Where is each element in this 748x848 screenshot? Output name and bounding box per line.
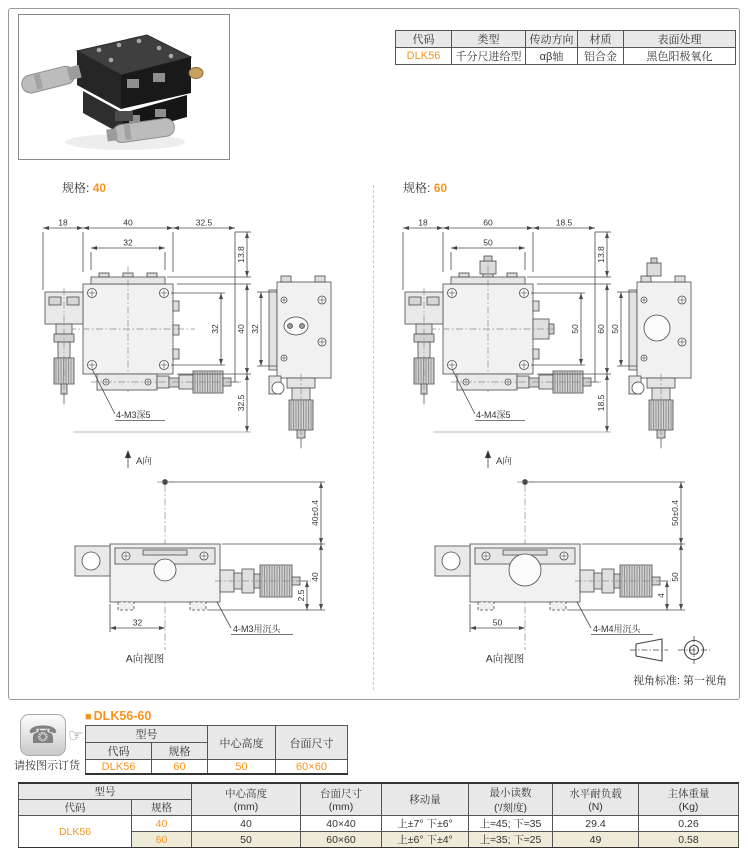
view-standard xyxy=(622,636,738,688)
phone-caption: 请按图示订货 xyxy=(14,760,80,772)
info-value-code: DLK56 xyxy=(396,48,452,65)
info-table xyxy=(395,30,736,65)
order-example-model: DLK56-60 xyxy=(93,709,152,723)
spec-header-height xyxy=(192,783,301,816)
spec-weight-cell: 0.26 xyxy=(639,816,739,832)
technical-drawing-40 xyxy=(25,200,365,680)
dimension-label: 13.8 xyxy=(236,246,246,263)
product-photo xyxy=(19,15,227,157)
spec-row-40 xyxy=(19,816,739,832)
dimension-label: 18.5 xyxy=(596,394,606,412)
info-header-material: 材质 xyxy=(578,31,624,48)
spec-load-cell: 49 xyxy=(553,832,639,848)
thread-callout: 4-M3深5 xyxy=(116,410,151,420)
spec-height-cell: 50 xyxy=(192,832,301,848)
info-value-drive: αβ轴 xyxy=(526,48,578,65)
spec-surface-cell: 60×60 xyxy=(301,832,382,848)
order-value-code: DLK56 xyxy=(86,760,152,775)
dimension-label: 18 xyxy=(418,217,428,228)
order-header-code: 代码 xyxy=(86,743,152,760)
dimension-label: 40 xyxy=(236,324,246,334)
spec-header-size: 规格 xyxy=(132,800,192,816)
spec-header-load-unit: (N) xyxy=(588,801,603,813)
order-header-size: 规格 xyxy=(152,743,208,760)
info-header-type: 类型 xyxy=(452,31,526,48)
dimension-label: 32 xyxy=(123,237,133,248)
order-header-model: 型号 xyxy=(86,726,208,743)
spec-travel-cell: 上±7° 下±6° xyxy=(382,816,469,832)
dimension-label: 50 xyxy=(570,324,580,334)
dimension-label: 50 xyxy=(483,237,493,248)
phone-order-button xyxy=(20,714,66,756)
info-value-material: 铝合金 xyxy=(578,48,624,65)
order-header-height: 中心高度 xyxy=(208,726,276,760)
technical-drawing-60 xyxy=(385,200,725,680)
spec-header-load xyxy=(553,783,639,816)
dimension-label: 50 xyxy=(610,324,620,334)
counterbore-callout: 4-M3用沉头 xyxy=(233,624,281,634)
spec-header-travel: 移动量 xyxy=(382,783,469,816)
spec-surface-cell: 40×40 xyxy=(301,816,382,832)
view-a-caption: A向视图 xyxy=(125,653,165,665)
dimension-label: 18.5 xyxy=(555,217,573,228)
spec-label-value: 40 xyxy=(92,181,107,195)
spec-header-height-unit: (mm) xyxy=(233,801,259,813)
spec-height-cell: 40 xyxy=(192,816,301,832)
section-divider xyxy=(373,185,374,690)
spec-header-load-label: 水平耐负载 xyxy=(569,788,622,800)
order-value-size: 60 xyxy=(152,760,208,775)
order-example-title xyxy=(85,709,151,723)
spec-header-height-label: 中心高度 xyxy=(225,788,267,800)
spec-reading-cell: 上≈45; 下≈35 xyxy=(469,816,553,832)
spec-header-reading-label: 最小读数 xyxy=(489,786,532,799)
spec-header-surface-label: 台面尺寸 xyxy=(320,788,362,800)
phone-icon: ☎ xyxy=(28,721,58,749)
side-view xyxy=(250,276,331,450)
info-header-drive: 传动方向 xyxy=(526,31,578,48)
info-header-code: 代码 xyxy=(396,31,452,48)
micrometer-upper xyxy=(20,63,83,95)
dimension-label: 13.8 xyxy=(596,246,606,263)
spec-code-cell: DLK56 xyxy=(19,816,132,848)
spec-header-weight xyxy=(639,783,739,816)
info-header-finish: 表面处理 xyxy=(624,31,736,48)
spec-label-text: 规格: xyxy=(62,181,90,195)
spec-header-model: 型号 xyxy=(19,783,192,800)
spec-size-cell: 60 xyxy=(132,832,192,848)
dimension-label: 32 xyxy=(210,324,220,334)
spec-header-code: 代码 xyxy=(19,800,132,816)
spec-size-cell: 40 xyxy=(132,816,192,832)
first-angle-icon xyxy=(628,636,732,666)
spec-label-text: 规格: xyxy=(403,181,431,195)
view-a-caption: A向视图 xyxy=(485,653,525,665)
dimension-label: 60 xyxy=(596,324,606,334)
spec-header-weight-label: 主体重量 xyxy=(667,788,710,800)
spec-header-reading-unit: ('/刻度) xyxy=(494,801,527,814)
side-view xyxy=(610,258,691,450)
dimension-label: 40 xyxy=(310,572,320,582)
dimension-label: 50 xyxy=(492,617,503,628)
view-arrow-label: A向 xyxy=(496,456,512,467)
spec-label-60 xyxy=(403,179,447,196)
spec-load-cell: 29.4 xyxy=(553,816,639,832)
spec-travel-cell: 上±6° 下±4° xyxy=(382,832,469,848)
spec-header-surface-unit: (mm) xyxy=(328,801,354,813)
spec-header-reading xyxy=(469,783,553,816)
counterbore-callout: 4-M4用沉头 xyxy=(593,624,641,634)
view-a xyxy=(75,480,325,666)
dimension-label: 50 xyxy=(670,572,680,582)
dimension-label: 50±0.4 xyxy=(670,500,680,526)
order-value-height: 50 xyxy=(208,760,276,775)
pointing-finger-icon: ☞ xyxy=(68,726,84,745)
front-view xyxy=(403,218,611,469)
spec-header-weight-unit: (Kg) xyxy=(678,801,699,813)
dimension-label: 18 xyxy=(58,217,68,228)
view-arrow-label: A向 xyxy=(136,456,152,467)
order-example-table xyxy=(85,725,348,775)
dimension-label: 32.5 xyxy=(236,394,246,412)
dimension-label: 60 xyxy=(483,217,493,228)
thread-callout: 4-M4深5 xyxy=(476,410,511,420)
dimension-label: 4 xyxy=(656,593,666,598)
view-standard-text: 视角标准: 第一视角 xyxy=(632,675,728,687)
dimension-label: 32.5 xyxy=(195,217,213,228)
spec-reading-cell: 上≈35; 下≈25 xyxy=(469,832,553,848)
square-bullet-icon: ■ xyxy=(85,711,92,723)
info-value-finish: 黑色阳极氧化 xyxy=(624,48,736,65)
spec-label-40 xyxy=(62,179,106,196)
dimension-label: 2.5 xyxy=(296,589,306,602)
info-value-type: 千分尺进给型 xyxy=(452,48,526,65)
dimension-label: 40 xyxy=(123,217,133,228)
spec-table xyxy=(18,782,739,848)
dimension-label: 32 xyxy=(250,324,260,334)
order-header-surface: 台面尺寸 xyxy=(276,726,348,760)
spec-header-surface xyxy=(301,783,382,816)
dimension-label: 40±0.4 xyxy=(310,500,320,526)
front-view xyxy=(43,218,251,469)
spec-weight-cell: 0.58 xyxy=(639,832,739,848)
dimension-label: 32 xyxy=(132,617,143,628)
spec-label-value: 60 xyxy=(433,181,448,195)
product-photo-box xyxy=(18,14,230,160)
order-value-surface: 60×60 xyxy=(276,760,348,775)
